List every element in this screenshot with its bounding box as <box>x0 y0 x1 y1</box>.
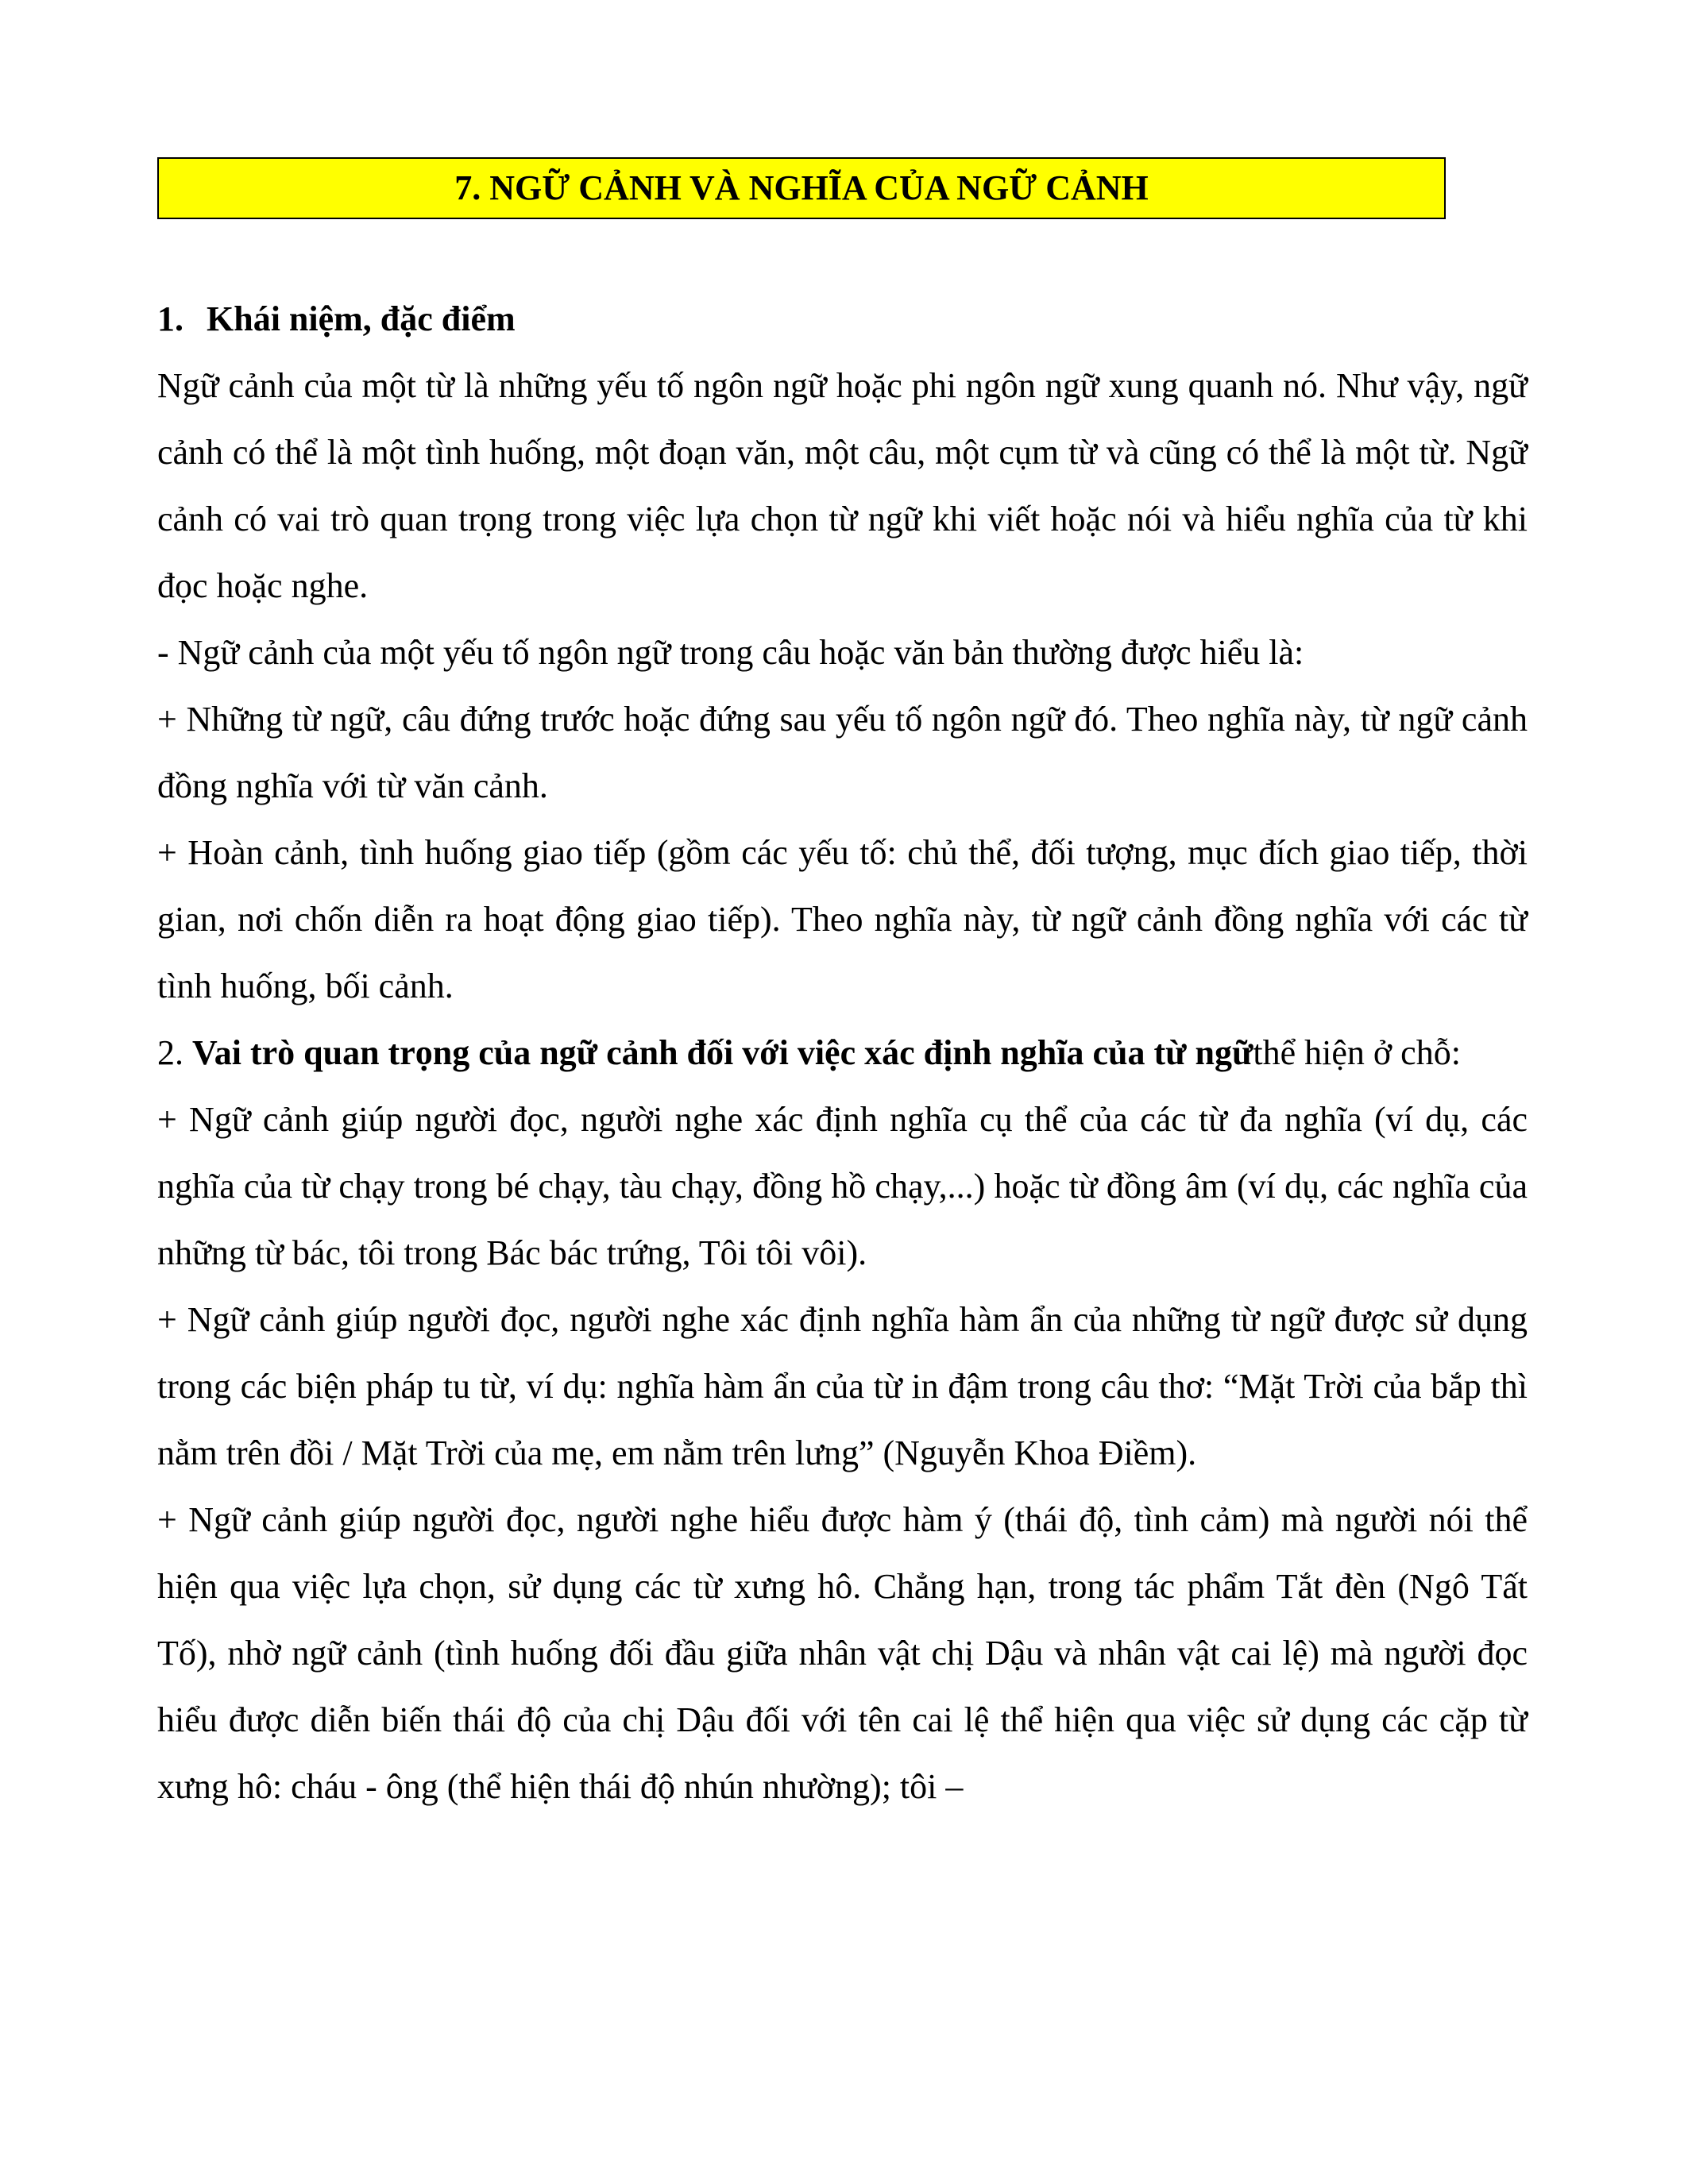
paragraph-context-situation: + Hoàn cảnh, tình huống giao tiếp (gồm các yếu tố: chủ thể, đối tượng, mục đích giao tiếp, thời gian, nơi chốn diễn ra hoạt động giao tiếp). Theo nghĩa này, từ ngữ cảnh đồng nghĩa với các từ tình huống, bối cảnh. <box>157 833 1528 1005</box>
section-number: 1. <box>157 299 183 338</box>
document-body <box>157 286 1528 1820</box>
paragraph-context-intro: - Ngữ cảnh của một yếu tố ngôn ngữ trong câu hoặc văn bản thường được hiểu là: <box>157 633 1304 672</box>
document-title: 7. NGỮ CẢNH VÀ NGHĨA CỦA NGỮ CẢNH <box>454 168 1149 207</box>
role-heading-bold: Vai trò quan trọng của ngữ cảnh đối với việc xác định nghĩa của từ ngữ <box>192 1033 1253 1072</box>
section-heading-text: Khái niệm, đặc điểm <box>207 299 516 338</box>
paragraph-role-heading <box>157 1020 1528 1086</box>
paragraph-context-words: + Những từ ngữ, câu đứng trước hoặc đứng sau yếu tố ngôn ngữ đó. Theo nghĩa này, từ ngữ cảnh đồng nghĩa với từ văn cảnh. <box>157 700 1528 805</box>
role-heading-rest: thể hiện ở chỗ: <box>1253 1033 1461 1072</box>
paragraph-role-implied-meaning: + Ngữ cảnh giúp người đọc, người nghe xác định nghĩa hàm ẩn của những từ ngữ được sử dụng trong các biện pháp tu từ, ví dụ: nghĩa hàm ẩn của từ in đậm trong câu thơ: “Mặt Trời của bắp thì nằm trên đồi / Mặt Trời của mẹ, em nằm trên lưng” (Nguyễn Khoa Điềm). <box>157 1300 1528 1472</box>
role-number: 2. <box>157 1033 192 1072</box>
paragraph-role-polysemy: + Ngữ cảnh giúp người đọc, người nghe xác định nghĩa cụ thể của các từ đa nghĩa (ví dụ, các nghĩa của từ chạy trong bé chạy, tàu chạy, đồng hồ chạy,...) hoặc từ đồng âm (ví dụ, các nghĩa của những từ bác, tôi trong Bác bác trứng, Tôi tôi vôi). <box>157 1100 1528 1272</box>
section-heading-1 <box>157 286 1528 353</box>
paragraph-role-attitude: + Ngữ cảnh giúp người đọc, người nghe hiểu được hàm ý (thái độ, tình cảm) mà người nói thể hiện qua việc lựa chọn, sử dụng các từ xưng hô. Chẳng hạn, trong tác phẩm Tắt đèn (Ngô Tất Tố), nhờ ngữ cảnh (tình huống đối đầu giữa nhân vật chị Dậu và nhân vật cai lệ) mà người đọc hiểu được diễn biến thái độ của chị Dậu đối với tên cai lệ thể hiện qua việc sử dụng các cặp từ xưng hô: cháu - ông (thể hiện thái độ nhún nhường); tôi – <box>157 1500 1528 1806</box>
title-box <box>157 157 1446 219</box>
paragraph-definition: Ngữ cảnh của một từ là những yếu tố ngôn ngữ hoặc phi ngôn ngữ xung quanh nó. Như vậy, ngữ cảnh có thể là một tình huống, một đoạn văn, một câu, một cụm từ và cũng có thể là một từ. Ngữ cảnh có vai trò quan trọng trong việc lựa chọn từ ngữ khi viết hoặc nói và hiểu nghĩa của từ khi đọc hoặc nghe. <box>157 366 1528 605</box>
